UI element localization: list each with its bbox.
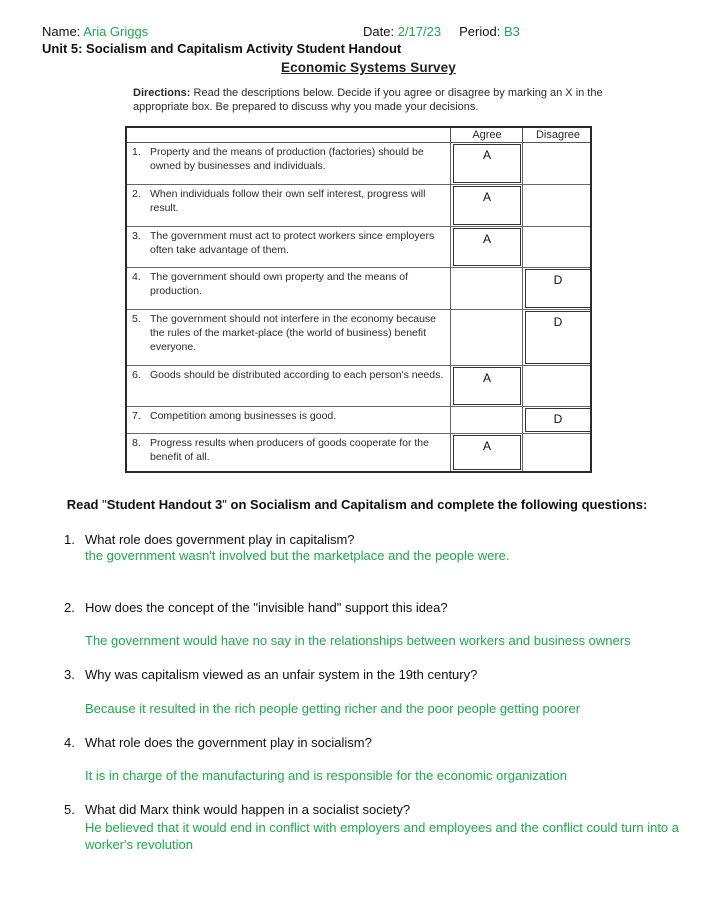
agree-cell[interactable] bbox=[450, 310, 522, 365]
answer-text[interactable]: He believed that it would end in conflict with employers and employees and the conflict could turn into a worker's revolution bbox=[85, 820, 680, 852]
question-number: 5. bbox=[64, 802, 75, 817]
question-text: What did Marx think would happen in a socialist society? bbox=[85, 802, 411, 817]
answer-text[interactable]: The government would have no say in the relationships between workers and business owners bbox=[85, 633, 631, 648]
row-number: 5. bbox=[132, 313, 141, 325]
statement-text: The government should own property and the means of production. bbox=[150, 271, 408, 297]
question-number: 3. bbox=[64, 667, 75, 682]
period-label: Period: bbox=[459, 24, 501, 39]
survey-row bbox=[127, 268, 590, 310]
reading-instruction: Read "Student Handout 3" on Socialism and Capitalism and complete the following questions: bbox=[66, 497, 648, 512]
disagree-cell[interactable] bbox=[522, 185, 592, 226]
disagree-column-header: Disagree bbox=[522, 128, 593, 142]
disagree-mark: D bbox=[525, 269, 591, 308]
statement-text: Progress results when producers of goods cooperate for the benefit of all. bbox=[150, 437, 429, 463]
agree-cell[interactable] bbox=[450, 434, 522, 471]
disagree-cell[interactable] bbox=[522, 407, 592, 433]
disagree-cell[interactable] bbox=[522, 434, 592, 471]
survey-row bbox=[127, 185, 590, 227]
date-label: Date: bbox=[363, 24, 395, 39]
answer-text[interactable]: the government wasn't involved but the marketplace and the people were. bbox=[85, 548, 510, 563]
survey-directions bbox=[133, 86, 603, 114]
row-number: 6. bbox=[132, 369, 141, 381]
agree-column-header: Agree bbox=[450, 128, 523, 142]
agree-mark: A bbox=[453, 228, 521, 266]
agree-mark: A bbox=[453, 186, 521, 225]
row-number: 1. bbox=[132, 146, 141, 158]
period-value: B3 bbox=[503, 24, 520, 39]
statement-text: The government should not interfere in the economy because the rules of the market-place (the world of business) benefit everyone. bbox=[150, 313, 437, 353]
question-number: 1. bbox=[64, 532, 75, 547]
survey-row bbox=[127, 227, 590, 268]
survey-row bbox=[127, 434, 590, 471]
row-number: 2. bbox=[132, 188, 141, 200]
disagree-mark: D bbox=[525, 408, 591, 432]
agree-cell[interactable] bbox=[450, 366, 522, 406]
statement-text: Goods should be distributed according to each person's needs. bbox=[150, 369, 444, 381]
answer-text[interactable]: It is in charge of the manufacturing and is responsible for the economic organization bbox=[85, 768, 567, 783]
disagree-mark: D bbox=[525, 311, 591, 364]
unit-title: Unit 5: Socialism and Capitalism Activity Student Handout bbox=[42, 41, 402, 56]
name-field bbox=[42, 24, 148, 39]
agree-cell[interactable] bbox=[450, 227, 522, 267]
read-suffix: on Socialism and Capitalism and complete the following questions: bbox=[226, 497, 648, 512]
read-prefix: Read bbox=[66, 497, 103, 512]
directions-label: Directions: bbox=[133, 87, 191, 99]
disagree-cell[interactable] bbox=[522, 268, 592, 309]
agree-mark: A bbox=[453, 144, 521, 183]
name-label: Name: bbox=[42, 24, 81, 39]
survey-row bbox=[127, 366, 590, 407]
question-text: How does the concept of the "invisible hand" support this idea? bbox=[85, 600, 448, 615]
survey-table bbox=[125, 126, 592, 473]
question-text: What role does government play in capitalism? bbox=[85, 532, 355, 547]
agree-mark: A bbox=[453, 435, 521, 470]
question-text: What role does the government play in socialism? bbox=[85, 735, 372, 750]
disagree-cell[interactable] bbox=[522, 366, 592, 406]
statement-text: Competition among businesses is good. bbox=[150, 410, 337, 422]
directions-text: Read the descriptions below. Decide if you agree or disagree by marking an X in the appropriate box. Be prepared to discuss why you made your decisions. bbox=[133, 87, 603, 113]
disagree-cell[interactable] bbox=[522, 143, 592, 184]
date-value: 2/17/23 bbox=[397, 24, 442, 39]
question-number: 4. bbox=[64, 735, 75, 750]
question-number: 2. bbox=[64, 600, 75, 615]
survey-title: Economic Systems Survey bbox=[281, 60, 456, 75]
survey-row bbox=[127, 143, 590, 185]
agree-cell[interactable] bbox=[450, 407, 522, 433]
agree-cell[interactable] bbox=[450, 185, 522, 226]
survey-row bbox=[127, 407, 590, 434]
row-number: 3. bbox=[132, 230, 141, 242]
survey-row bbox=[127, 310, 590, 366]
date-period-field bbox=[363, 24, 520, 39]
statement-text: When individuals follow their own self interest, progress will result. bbox=[150, 188, 426, 214]
statement-text: Property and the means of production (factories) should be owned by businesses and individuals. bbox=[150, 146, 424, 172]
survey-table-header bbox=[127, 128, 590, 143]
row-number: 4. bbox=[132, 271, 141, 283]
statement-text: The government must act to protect workers since employers often take advantage of them. bbox=[150, 230, 435, 256]
answer-text[interactable]: Because it resulted in the rich people getting richer and the poor people getting poorer bbox=[85, 701, 581, 716]
student-info-line bbox=[42, 24, 682, 40]
disagree-cell[interactable] bbox=[522, 310, 592, 365]
question-text: Why was capitalism viewed as an unfair system in the 19th century? bbox=[85, 667, 478, 682]
agree-cell[interactable] bbox=[450, 268, 522, 309]
row-number: 8. bbox=[132, 437, 141, 449]
disagree-cell[interactable] bbox=[522, 227, 592, 267]
row-number: 7. bbox=[132, 410, 141, 422]
agree-mark: A bbox=[453, 367, 521, 405]
read-title: Student Handout 3 bbox=[106, 497, 223, 512]
agree-cell[interactable] bbox=[450, 143, 522, 184]
name-value: Aria Griggs bbox=[83, 24, 149, 39]
